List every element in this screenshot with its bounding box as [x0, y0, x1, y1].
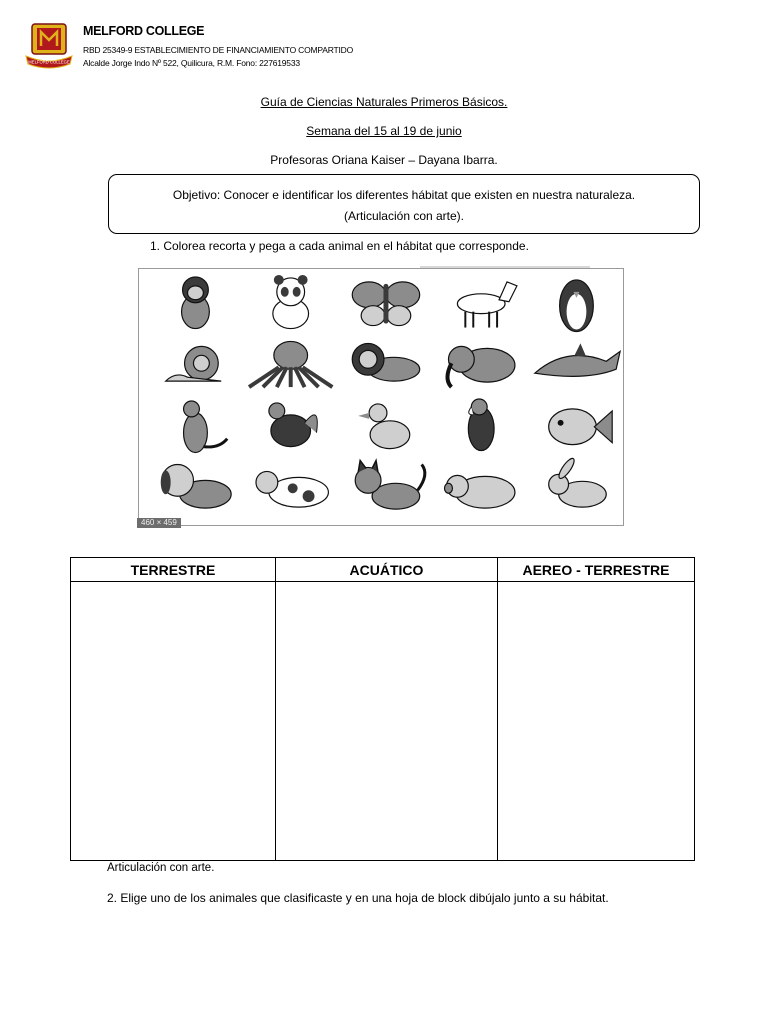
animal-illustration — [138, 268, 624, 526]
image-dimensions-label: 460 × 459 — [137, 518, 181, 528]
penguin-drawing — [560, 280, 594, 332]
logo-banner-text: MELFORD COLLEGE — [28, 59, 70, 65]
rooster-drawing — [269, 403, 317, 447]
school-address-line: Alcalde Jorge Indo Nº 522, Quilicura, R.M. Fono: 227619533 — [83, 58, 300, 68]
horse-drawing — [457, 282, 517, 328]
art-articulation-label: Articulación con arte. — [107, 862, 215, 874]
terrestre-cell — [71, 582, 276, 861]
table-header-row — [71, 558, 695, 582]
dolphin-drawing — [535, 343, 620, 376]
octopus-drawing — [249, 341, 332, 387]
rabbit-drawing — [549, 456, 607, 507]
objective-box — [108, 174, 700, 234]
habitat-table — [70, 557, 695, 861]
column-header-terrestre: TERRESTRE — [71, 558, 276, 582]
column-header-aereo-terrestre: AEREO - TERRESTRE — [498, 558, 695, 582]
pig-drawing — [445, 475, 515, 508]
guide-teachers: Profesoras Oriana Kaiser – Dayana Ibarra. — [270, 153, 498, 167]
kangaroo-drawing — [184, 401, 228, 453]
objective-line-2: (Articulación con arte). — [343, 209, 465, 223]
cow-drawing — [256, 471, 328, 507]
lion-drawing — [352, 343, 419, 381]
duck-drawing — [358, 404, 410, 449]
school-name: MELFORD COLLEGE — [83, 24, 205, 38]
elephant-drawing — [447, 346, 514, 387]
school-crest-logo — [24, 22, 74, 72]
monkey-drawing — [182, 277, 210, 329]
guide-title: Guía de Ciencias Naturales Primeros Básicos. — [260, 95, 508, 109]
animal-grid — [161, 275, 620, 509]
snail-drawing — [166, 346, 222, 381]
acuatico-cell — [276, 582, 498, 861]
objective-line-1: Objetivo: Conocer e identificar los diferentes hábitat que existen en nuestra naturaleza. — [172, 188, 636, 202]
fish-drawing — [549, 409, 613, 445]
school-rbd-line: RBD 25349-9 ESTABLECIMIENTO DE FINANCIAMIENTO COMPARTIDO — [83, 45, 353, 55]
parrot-drawing — [468, 399, 494, 451]
column-header-acuatico: ACUÁTICO — [276, 558, 498, 582]
guide-week: Semana del 15 al 19 de junio — [306, 124, 462, 138]
cat-drawing — [355, 461, 425, 510]
butterfly-drawing — [352, 282, 419, 326]
instruction-2: 2. Elige uno de los animales que clasificaste y en una hoja de block dibújalo junto a su hábitat. — [107, 891, 609, 905]
aereo-terrestre-cell — [498, 582, 695, 861]
dog-drawing — [161, 464, 231, 508]
panda-drawing — [273, 275, 309, 329]
table-body-row — [71, 582, 695, 861]
instruction-1: 1. Colorea recorta y pega a cada animal en el hábitat que corresponde. — [150, 239, 529, 253]
